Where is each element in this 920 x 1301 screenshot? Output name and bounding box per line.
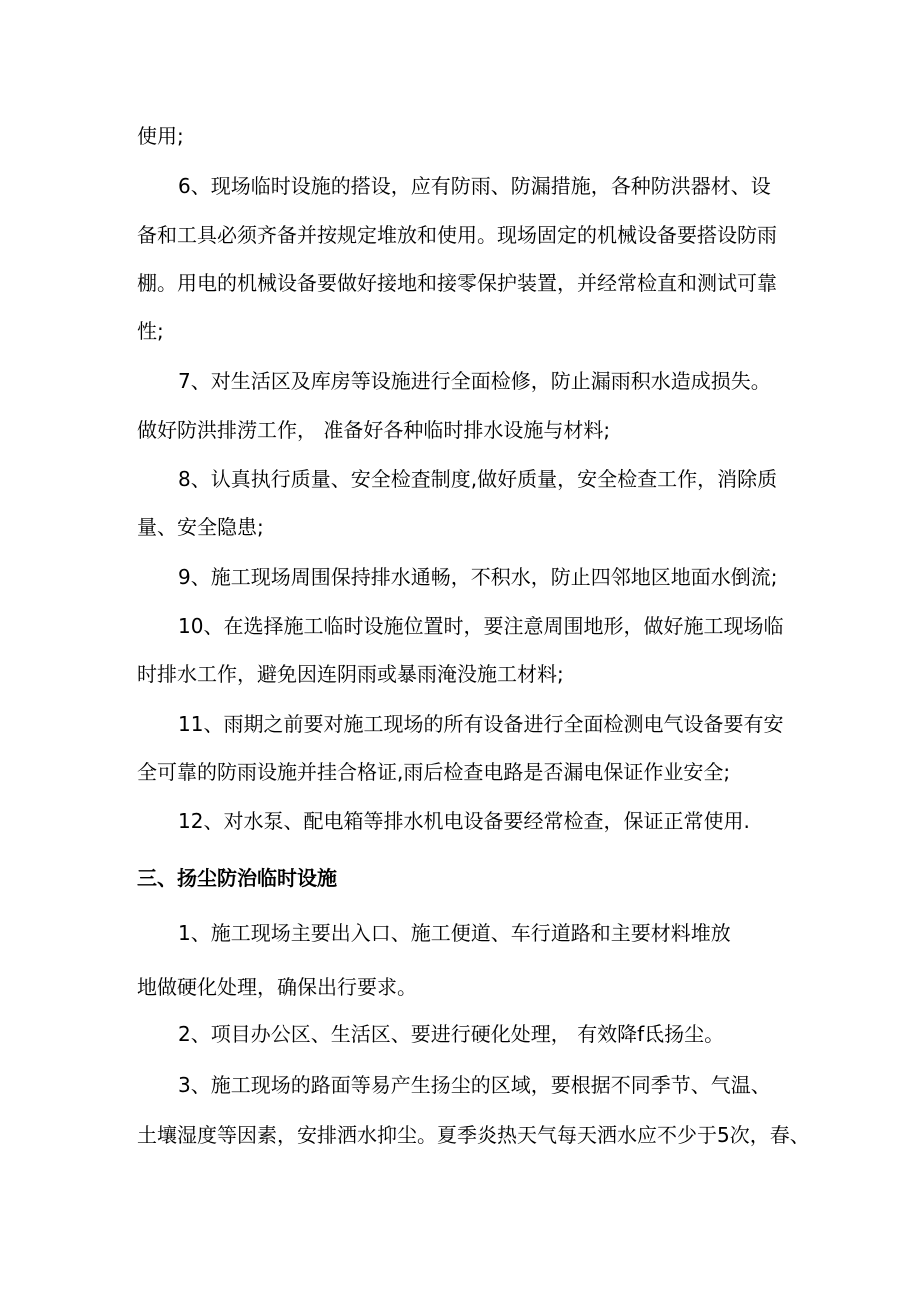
text-line: 全可靠的防雨设施并挂合格证,雨后检查电路是否漏电保证作业安全; <box>137 760 731 784</box>
text-line: 12、对水泵、配电箱等排水机电设备要经常检查，保证正常使用. <box>178 809 750 833</box>
text-line: 土壤湿度等因素，安排洒水抑尘。夏季炎热天气每天洒水应不少于5次，春、 <box>137 1123 810 1147</box>
text-line: 2、项目办公区、生活区、要进行硬化处理， 有效降f氐扬尘。 <box>178 1022 725 1046</box>
text-line: 11、雨期之前要对施工现场的所有设备进行全面检测电气设备要有安 <box>178 712 784 736</box>
text-line: 地做硬化处理，确保出行要求。 <box>137 975 417 999</box>
text-line: 性; <box>137 319 164 343</box>
text-line: 3、施工现场的路面等易产生扬尘的区域，要根据不同季节、气温、 <box>178 1073 771 1097</box>
text-line: 备和工具必须齐备并按规定堆放和使用。现场固定的机械设备要搭设防雨 <box>137 223 777 247</box>
text-line: 1、施工现场主要出入口、施工便道、车行道路和主要材料堆放 <box>178 921 731 945</box>
text-line: 9、施工现场周围保持排水通畅，不积水，防止四邻地区地面水倒流; <box>178 565 778 589</box>
text-line: 量、安全隐患; <box>137 515 264 539</box>
text-line: 做好防洪排涝工作， 准备好各种临时排水设施与材料; <box>137 418 611 442</box>
text-line: 10、在选择施工临时设施位置时，要注意周围地形，做好施工现场临 <box>178 614 784 638</box>
text-line: 7、对生活区及库房等设施进行全面检修，防止漏雨积水造成损失。 <box>178 369 771 393</box>
section-heading: 三、扬尘防治临时设施 <box>137 866 337 890</box>
text-line: 8、认真执行质量、安全检査制度,做好质量，安全检查工作，消除质 <box>178 467 778 491</box>
text-line: 6、现场临时设施的搭设，应有防雨、防漏措施，各种防洪器材、设 <box>178 174 771 198</box>
text-line: 时排水工作，避免因连阴雨或暴雨淹没施工材料; <box>137 662 564 686</box>
text-line: 棚。用电的机械设备要做好接地和接零保护装置，并经常检直和测试可靠 <box>137 271 777 295</box>
text-line: 使用; <box>137 124 184 148</box>
